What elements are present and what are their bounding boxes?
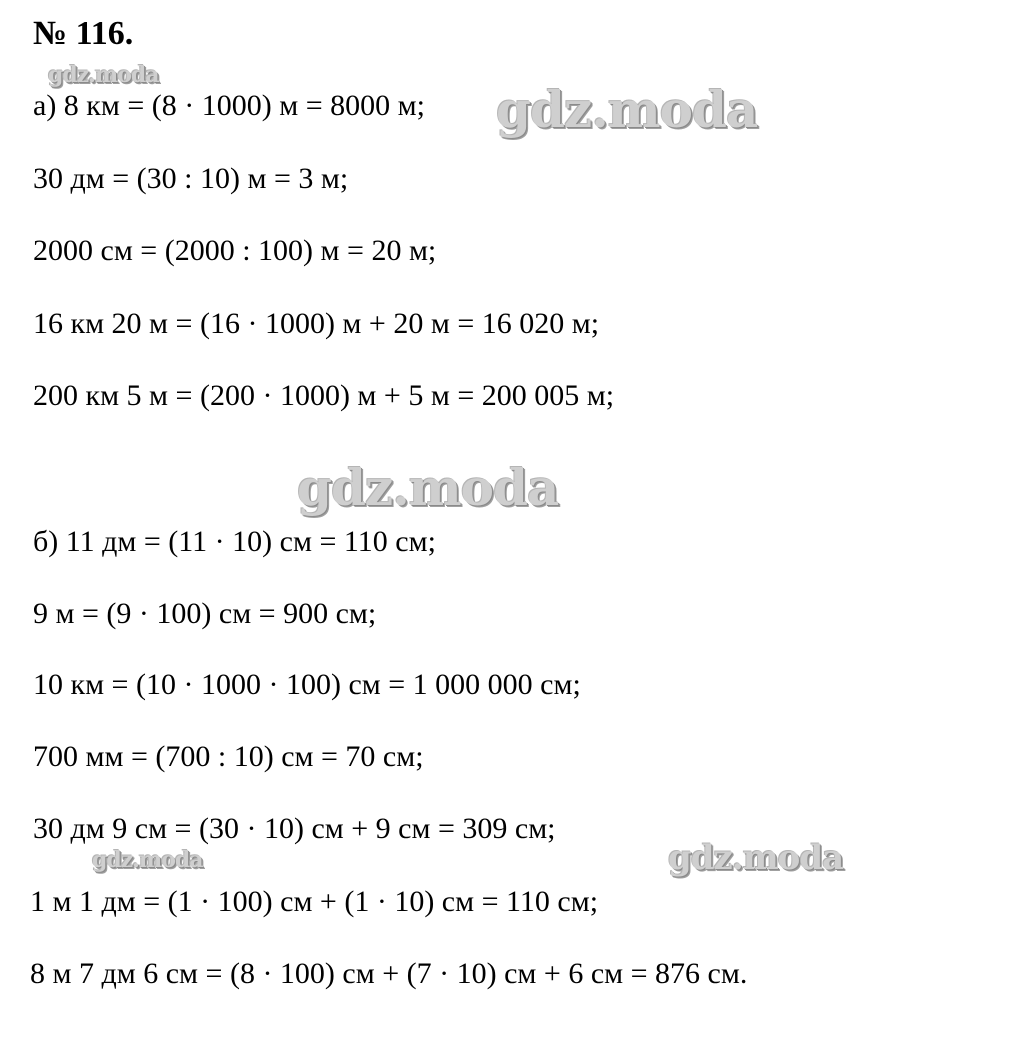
watermark-medium-bottom: gdz.moda xyxy=(668,838,844,878)
equation-b-3: 10 км = (10 · 1000 · 100) см = 1 000 000 см; xyxy=(33,668,581,701)
equation-a-1: а) 8 км = (8 · 1000) м = 8000 м; xyxy=(33,89,425,122)
equation-a-3: 2000 см = (2000 : 100) м = 20 м; xyxy=(33,234,437,267)
equation-a-4: 16 км 20 м = (16 · 1000) м + 20 м = 16 020 м; xyxy=(33,307,600,340)
equation-b-6: 1 м 1 дм = (1 · 100) см + (1 · 10) см = 110 см; xyxy=(30,885,599,918)
watermark-large-middle: gdz.moda xyxy=(297,458,559,517)
problem-number: № 116. xyxy=(33,15,134,52)
equation-a-2: 30 дм = (30 : 10) м = 3 м; xyxy=(33,162,349,195)
equation-b-2: 9 м = (9 · 100) см = 900 см; xyxy=(33,597,377,630)
watermark-small-bottom: gdz.moda xyxy=(92,847,203,873)
equation-a-5: 200 км 5 м = (200 · 1000) м + 5 м = 200 005 м; xyxy=(33,379,615,412)
equation-b-7: 8 м 7 дм 6 см = (8 · 100) см + (7 · 10) см + 6 см = 876 см. xyxy=(30,957,748,990)
equation-b-5: 30 дм 9 см = (30 · 10) см + 9 см = 309 см; xyxy=(33,812,556,845)
equation-b-1: б) 11 дм = (11 · 10) см = 110 см; xyxy=(33,525,436,558)
equation-b-4: 700 мм = (700 : 10) см = 70 см; xyxy=(33,740,424,773)
watermark-large-top: gdz.moda xyxy=(496,80,758,139)
watermark-small-top: gdz.moda xyxy=(48,62,159,88)
